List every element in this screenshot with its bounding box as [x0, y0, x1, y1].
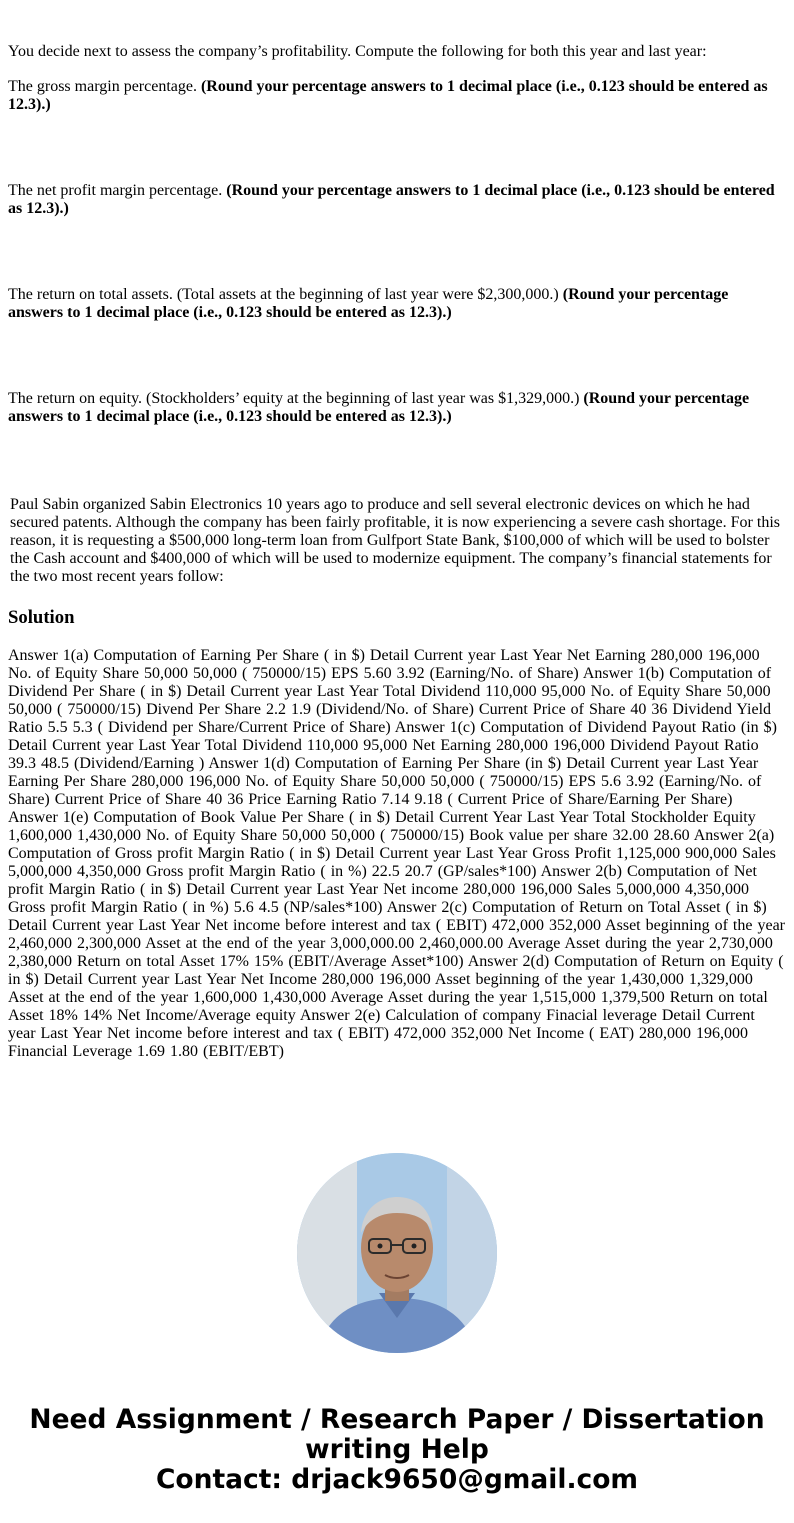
- promo-contact: Contact: drjack9650@gmail.com: [155, 1464, 639, 1495]
- rounding-instruction: (Round your percentage answers to 1 decimal place (i.e., 0.123 should be entered as 12.3).): [8, 78, 768, 113]
- question-return-on-equity: [8, 390, 786, 426]
- question-return-on-assets: [8, 286, 786, 322]
- tutor-avatar: [297, 1153, 497, 1353]
- question-text: The return on equity. (Stockholders’ equity at the beginning of last year was $1,329,000.): [8, 390, 584, 407]
- promo-line-2: writing Help: [305, 1434, 489, 1465]
- solution-body: Answer 1(a) Computation of Earning Per Share ( in $) Detail Current year Last Year Net Earning 280,000 196,000 No. of Equity Share 50,000 50,000 ( 750000/15) EPS 5.60 3.92 (Earning/No. of Share) Answer 1(b) Computation of Dividend Per Share ( in $) Detail Current year Last Year Total Dividend 110,000 95,000 No. of Equity Share 50,000 50,000 ( 750000/15) Divend Per Share 2.2 1.9 (Dividend/No. of Share) Current Price of Share 40 36 Dividend Yield Ratio 5.5 5.3 ( Dividend per Share/Current Price of Share) Answer 1(c) Computation of Dividend Payout Ratio (in $) Detail Current year Last Year Total Dividend 110,000 95,000 Net Earning 280,000 196,000 Dividend Payout Ratio 39.3 48.5 (Dividend/Earning ) Answer 1(d) Computation of Earning Per Share (in $) Detail Current year Last Year Earning Per Share 280,000 196,000 No. of Equity Share 50,000 50,000 ( 750000/15) EPS 5.6 3.92 (Earning/No. of Share) Current Price of Share 40 36 Price Earning Ratio 7.14 9.18 ( Current Price of Share/Earning Per Share) Answer 1(e) Computation of Book Value Per Share ( in $) Detail Current Year Last Year Total Stockholder Equity 1,600,000 1,430,000 No. of Equity Share 50,000 50,000 ( 750000/15) Book value per share 32.00 28.60 Answer 2(a) Computation of Gross profit Margin Ratio ( in $) Detail Current year Last Year Gross Profit 1,125,000 900,000 Sales 5,000,000 4,350,000 Gross profit Margin Ratio ( in %) 22.5 20.7 (GP/sales*100) Answer 2(b) Computation of Net profit Margin Ratio ( in $) Detail Current year Last Year Net income 280,000 196,000 Sales 5,000,000 4,350,000 Gross profit Margin Ratio ( in %) 5.6 4.5 (NP/sales*100) Answer 2(c) Computation of Return on Total Asset ( in $) Detail Current year Last Year Net income before interest and tax ( EBIT) 472,000 352,000 Asset beginning of the year 2,460,000 2,300,000 Asset at the end of the year 3,000,000.00 2,460,000.00 Average Asset during the year 2,730,000 2,380,000 Return on total Asset 17% 15% (EBIT/Average Asset*100) Answer 2(d) Computation of Return on Equity ( in $) Detail Current year Last Year Net Income 280,000 196,000 Asset beginning of the year 1,430,000 1,329,000 Asset at the end of the year 1,600,000 1,430,000 Average Asset during the year 1,515,000 1,379,500 Return on total Asset 18% 14% Net Income/Average equity Answer 2(e) Calculation of company Finacial leverage Detail Current year Last Year Net income before interest and tax ( EBIT) 472,000 352,000 Net Income ( EAT) 280,000 196,000 Financial Leverage 1.69 1.80 (EBIT/EBT): [8, 647, 786, 1060]
- promo-line-1: Need Assignment / Research Paper / Dissertation: [29, 1404, 765, 1435]
- question-net-profit-margin: [8, 182, 786, 218]
- case-description: Paul Sabin organized Sabin Electronics 10 years ago to produce and sell several electronic devices on which he had secured patents. Although the company has been fairly profitable, it is now experiencing a severe cash shortage. For this reason, it is requesting a $500,000 long-term loan from Gulfport State Bank, $100,000 of which will be used to bolster the Cash account and $400,000 of which will be used to modernize equipment. The company’s financial statements for the two most recent years follow:: [10, 496, 780, 585]
- rounding-instruction: (Round your percentage answers to 1 decimal place (i.e., 0.123 should be entered as 12.3).): [8, 286, 729, 321]
- solution-heading: Solution: [8, 607, 75, 628]
- question-text: The gross margin percentage.: [8, 78, 201, 95]
- question-intro: You decide next to assess the company’s profitability. Compute the following for both this year and last year:: [8, 43, 707, 60]
- rounding-instruction: (Round your percentage answers to 1 decimal place (i.e., 0.123 should be entered as 12.3).): [8, 182, 775, 217]
- question-text: The return on total assets. (Total assets at the beginning of last year were $2,300,000.): [8, 286, 563, 303]
- question-text: The net profit margin percentage.: [8, 182, 227, 199]
- tutor-avatar-photo: [297, 1153, 497, 1353]
- rounding-instruction: (Round your percentage answers to 1 decimal place (i.e., 0.123 should be entered as 12.3).): [8, 390, 750, 425]
- question-gross-margin: [8, 78, 786, 114]
